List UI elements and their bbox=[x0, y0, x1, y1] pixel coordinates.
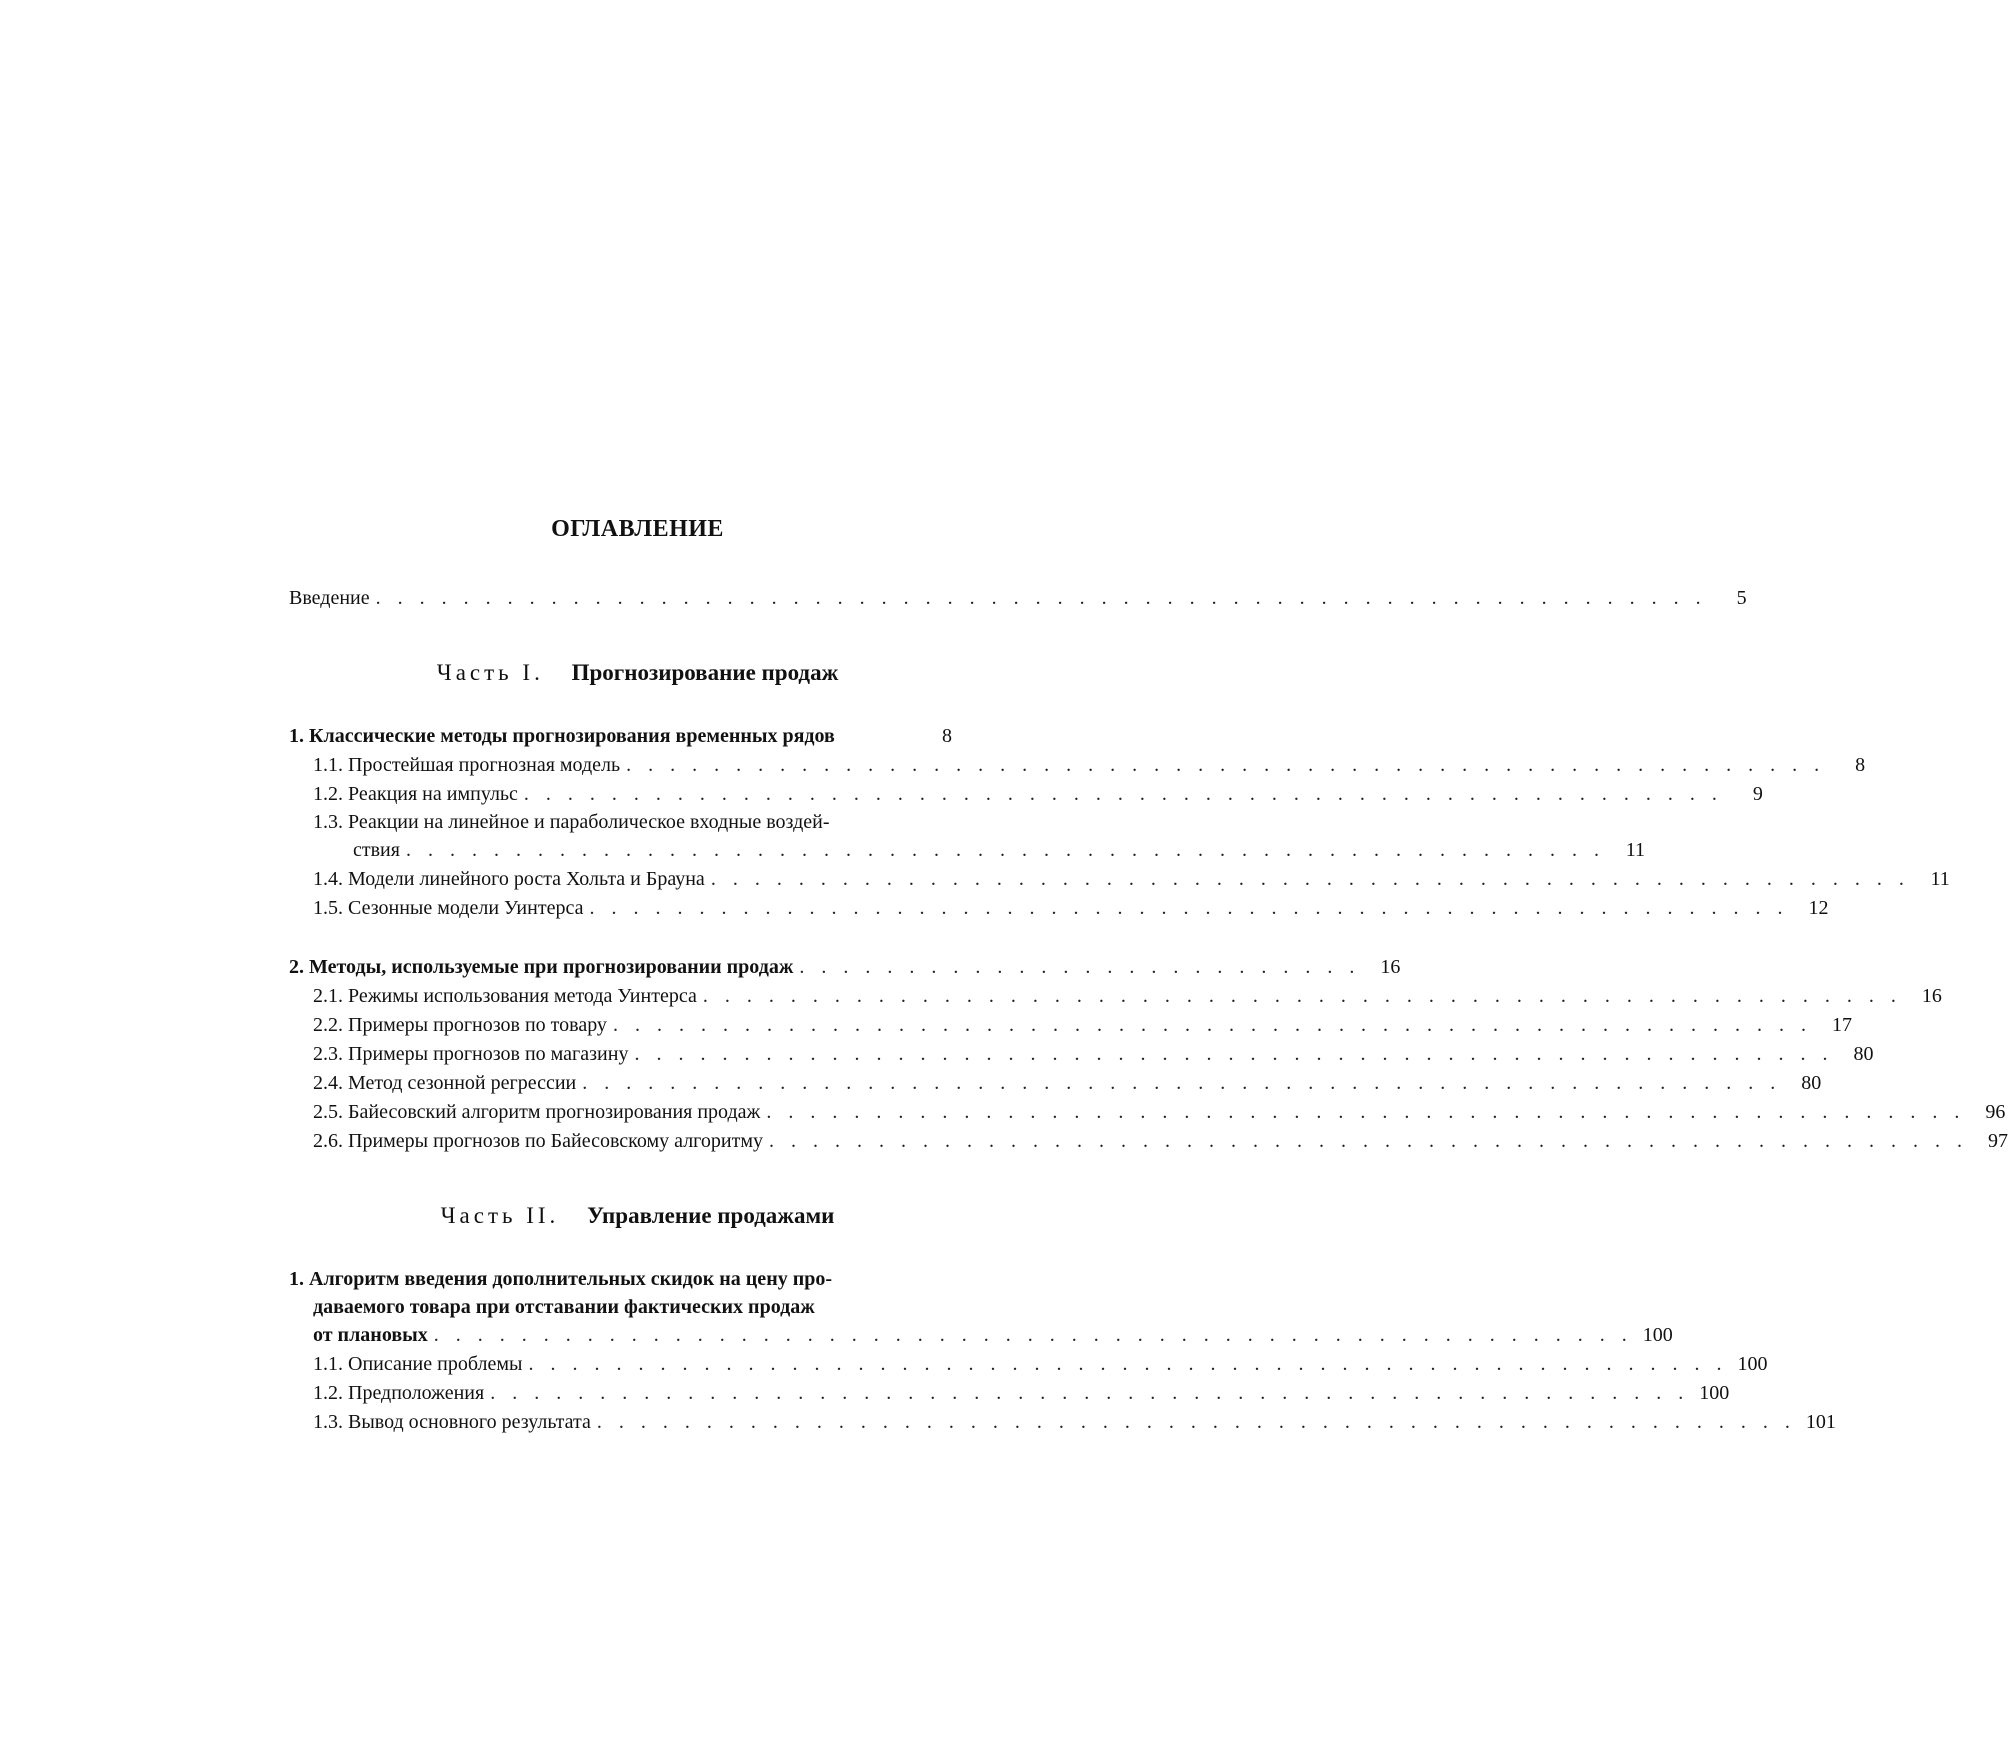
toc-section-entry[interactable] bbox=[313, 982, 1942, 1010]
toc-chapter-entry[interactable] bbox=[313, 1321, 1673, 1349]
toc-page-number: 11 bbox=[1625, 839, 1645, 861]
part-heading bbox=[0, 1203, 1275, 1229]
dot-leader: . . . . . . . . . . . . . . . . . . . . . . . . . . . . . . . . . . . . . . . . . . . . . . . . . . . . . . . bbox=[589, 897, 1789, 919]
toc-entry-label: 1.2. Предположения bbox=[313, 1382, 485, 1404]
toc-page-number: 100 bbox=[1737, 1353, 1768, 1375]
toc-entry-label: 1. Классические методы прогнозирования временных рядов bbox=[289, 725, 835, 747]
toc-section-entry[interactable] bbox=[313, 865, 1950, 893]
toc-section-entry[interactable] bbox=[313, 1098, 2006, 1126]
toc-chapter-entry[interactable] bbox=[289, 722, 952, 750]
part-title: Прогнозирование продаж bbox=[571, 660, 839, 685]
toc-page-number: 16 bbox=[1921, 985, 1942, 1007]
toc-entry-label: 1.1. Описание проблемы bbox=[313, 1353, 523, 1375]
toc-entry-label: Введение bbox=[289, 587, 370, 609]
toc-entry-label: ствия bbox=[353, 839, 400, 861]
toc-section-entry[interactable] bbox=[353, 836, 1645, 864]
toc-entry-label: 2.4. Метод сезонной регрессии bbox=[313, 1072, 577, 1094]
toc-page-number: 11 bbox=[1930, 868, 1950, 890]
dot-leader: . . . . . . . . . . . . . . . . . . . . . . . . . . . . . . . . . . . . . . . . . . . . . . . . . . . . . . . bbox=[523, 783, 1723, 805]
toc-title: ОГЛАВЛЕНИЕ bbox=[551, 516, 724, 542]
toc-page-number: 100 bbox=[1642, 1324, 1673, 1346]
toc-entry-label: 1.5. Сезонные модели Уинтерса bbox=[313, 897, 584, 919]
toc-section-entry[interactable] bbox=[313, 1069, 1822, 1097]
toc-entry-label: 1.2. Реакция на импульс bbox=[313, 783, 518, 805]
toc-chapter-entry-line2: даваемого товара при отставании фактических продаж bbox=[313, 1296, 815, 1318]
dot-leader: . . . . . . . . . . . . . . . . . . . . . . . . . . . . . . . . . . . . . . . . . . . . . . . . . . . . . . . bbox=[702, 985, 1902, 1007]
toc-section-entry-line1: 1.3. Реакции на линейное и параболическое входные воздей- bbox=[313, 811, 830, 833]
toc-entry-label: 1.3. Вывод основного результата bbox=[313, 1411, 591, 1433]
toc-page-number: 100 bbox=[1699, 1382, 1730, 1404]
toc-section-entry[interactable] bbox=[313, 1127, 2008, 1155]
toc-page-number: 8 bbox=[1855, 754, 1866, 776]
dot-leader: . . . . . . . . . . . . . . . . . . . . . . . . . . . . . . . . . . . . . . . . . . . . . . . . . . . . . . . bbox=[528, 1353, 1728, 1375]
toc-page-number: 9 bbox=[1752, 783, 1763, 805]
toc-section-entry[interactable] bbox=[313, 780, 1763, 808]
toc-page-number: 80 bbox=[1853, 1043, 1874, 1065]
dot-leader: . . . . . . . . . . . . . . . . . . . . . . . . . . . . . . . . . . . . . . . . . . . . . . . . . . . . . . . bbox=[596, 1411, 1796, 1433]
toc-page-number: 16 bbox=[1380, 956, 1401, 978]
toc-section-entry[interactable] bbox=[313, 1350, 1768, 1378]
toc-page-number: 17 bbox=[1831, 1014, 1852, 1036]
part-title: Управление продажами bbox=[587, 1203, 835, 1228]
dot-leader: . . . . . . . . . . . . . . . . . . . . . . . . . . . . . . . . . . . . . . . . . . . . . . . . . . . . . . . bbox=[490, 1382, 1690, 1404]
toc-entry-label: 2.5. Байесовский алгоритм прогнозирования продаж bbox=[313, 1101, 761, 1123]
toc-section-entry[interactable] bbox=[313, 1040, 1874, 1068]
toc-section-entry[interactable] bbox=[313, 1379, 1730, 1407]
dot-leader: . . . . . . . . . . . . . . . . . . . . . . . . . . . . . . . . . . . . . . . . . . . . . . . . . . . . . . . bbox=[769, 1130, 1968, 1152]
dot-leader: . . . . . . . . . . . . . . . . . . . . . . . . . . . . . . . . . . . . . . . . . . . . . . . . . . . . . . . bbox=[710, 868, 1910, 890]
toc-chapter-entry[interactable] bbox=[289, 953, 1401, 981]
toc-chapter-entry-line1: 1. Алгоритм введения дополнительных скидок на цену про- bbox=[289, 1268, 833, 1290]
toc-entry-label: 2. Методы, используемые при прогнозировании продаж bbox=[289, 956, 794, 978]
dot-leader: . . . . . . . . . . . . . . . . . . . . . . . . . . bbox=[799, 956, 1361, 978]
dot-leader: . . . . . . . . . . . . . . . . . . . . . . . . . . . . . . . . . . . . . . . . . . . . . . . . . . . . . . . bbox=[626, 754, 1826, 776]
toc-entry-label: 2.1. Режимы использования метода Уинтерса bbox=[313, 985, 697, 1007]
toc-page-number: 12 bbox=[1808, 897, 1829, 919]
toc-entry-label: 1.1. Простейшая прогнозная модель bbox=[313, 754, 621, 776]
toc-page-number: 97 bbox=[1988, 1130, 2008, 1152]
toc-section-entry[interactable] bbox=[313, 1011, 1852, 1039]
toc-section-entry[interactable] bbox=[313, 751, 1866, 779]
toc-entry-intro[interactable] bbox=[289, 584, 1747, 612]
part-label: Часть II. bbox=[440, 1203, 560, 1228]
dot-leader: . . . . . . . . . . . . . . . . . . . . . . . . . . . . . . . . . . . . . . . . . . . . . . . . . . . . . . . bbox=[766, 1101, 1966, 1123]
dot-leader: . . . . . . . . . . . . . . . . . . . . . . . . . . . . . . . . . . . . . . . . . . . . . . . . . . . . . . . bbox=[582, 1072, 1782, 1094]
toc-entry-label: 2.6. Примеры прогнозов по Байесовскому алгоритму bbox=[313, 1130, 763, 1152]
dot-leader: . . . . . . . . . . . . . . . . . . . . . . . . . . . . . . . . . . . . . . . . . . . . . . . . . . . . . . . bbox=[612, 1014, 1812, 1036]
toc-entry-label: 2.2. Примеры прогнозов по товару bbox=[313, 1014, 607, 1036]
toc-page-number: 101 bbox=[1805, 1411, 1836, 1433]
part-heading bbox=[0, 660, 1275, 686]
toc-page-number: 8 bbox=[942, 725, 952, 747]
toc-page-number: 80 bbox=[1801, 1072, 1822, 1094]
dot-leader: . . . . . . . . . . . . . . . . . . . . . . . . . . . . . . . . . . . . . . . . . . . . . . . . . . . . . . . bbox=[634, 1043, 1834, 1065]
dot-leader: . . . . . . . . . . . . . . . . . . . . . . . . . . . . . . . . . . . . . . . . . . . . . . . . . . . . . . . bbox=[405, 839, 1605, 861]
toc-page-number: 96 bbox=[1985, 1101, 2006, 1123]
toc-entry-label: 1.4. Модели линейного роста Хольта и Брауна bbox=[313, 868, 705, 890]
part-label: Часть I. bbox=[436, 660, 544, 685]
dot-leader: . . . . . . . . . . . . . . . . . . . . . . . . . . . . . . . . . . . . . . . . . . . . . . . . . . . . . . . bbox=[433, 1324, 1633, 1346]
toc-page-number: 5 bbox=[1736, 587, 1747, 609]
toc-section-entry[interactable] bbox=[313, 1408, 1836, 1436]
toc-section-entry[interactable] bbox=[313, 894, 1829, 922]
toc-entry-label: 2.3. Примеры прогнозов по магазину bbox=[313, 1043, 629, 1065]
toc-entry-label: от плановых bbox=[313, 1324, 428, 1346]
dot-leader: . . . . . . . . . . . . . . . . . . . . . . . . . . . . . . . . . . . . . . . . . . . . . . . . . . . . . . . . . . . . . bbox=[375, 587, 1707, 609]
